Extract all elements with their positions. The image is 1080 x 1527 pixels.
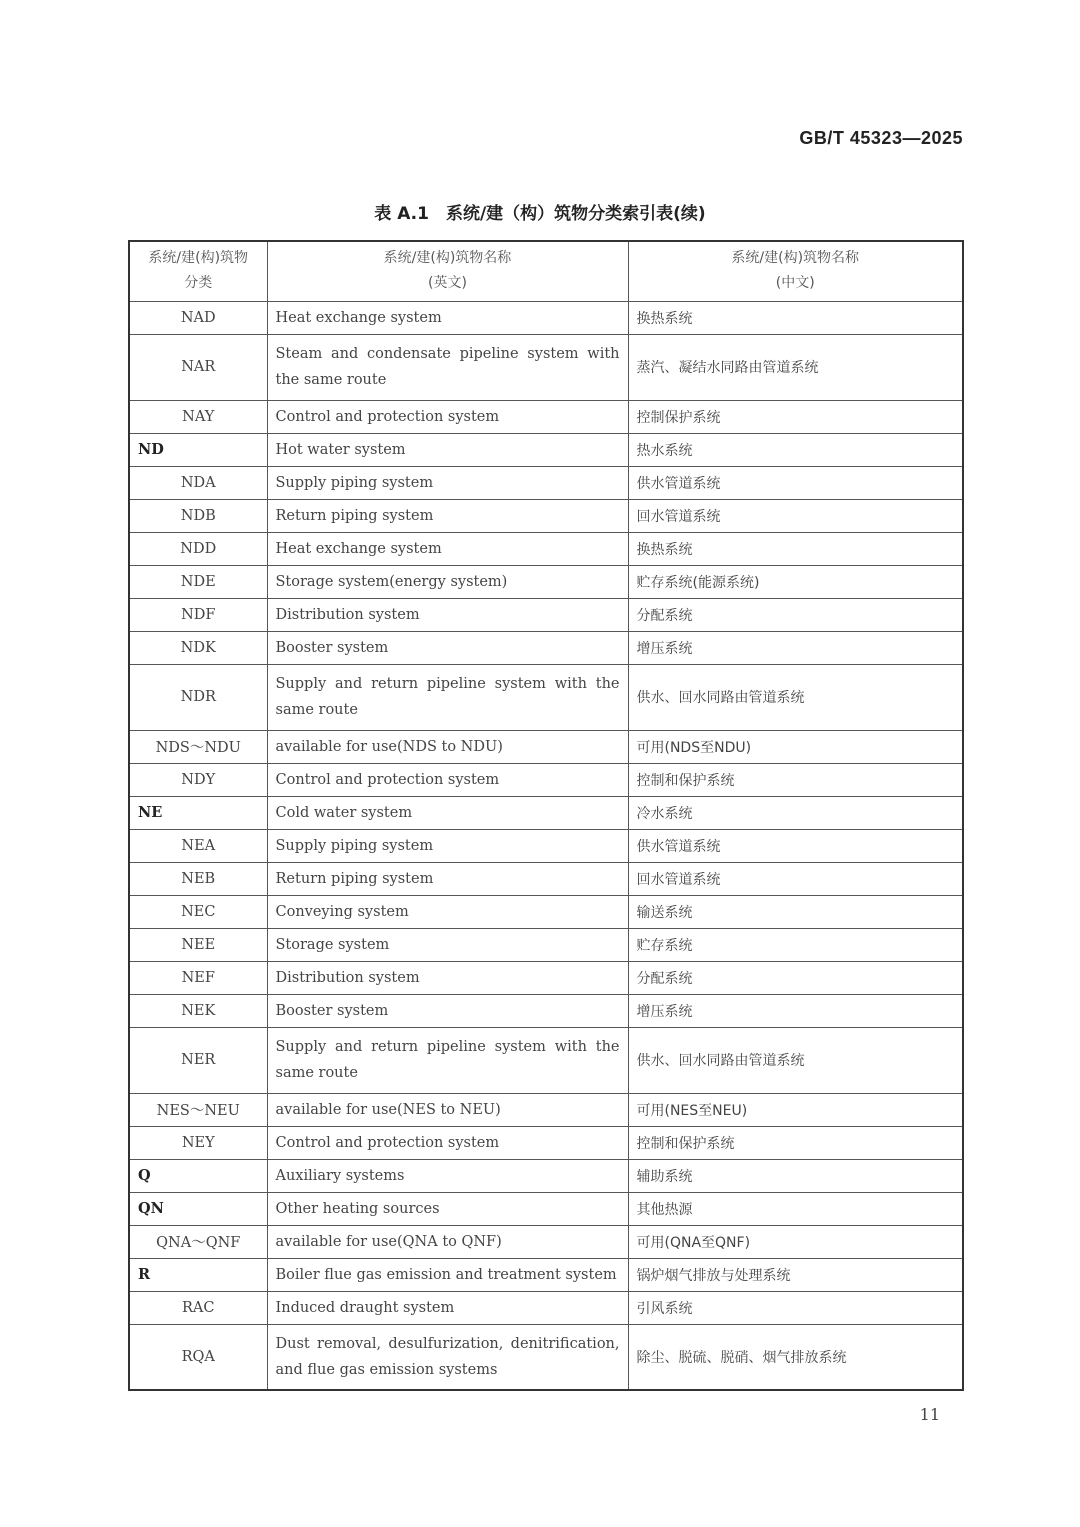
cell-code: NAD xyxy=(129,301,267,334)
cell-name-en: Supply piping system xyxy=(267,466,628,499)
cell-name-en: Heat exchange system xyxy=(267,301,628,334)
cell-name-en: Boiler flue gas emission and treatment system xyxy=(267,1258,628,1291)
cell-code: NE xyxy=(129,796,267,829)
cell-name-cn: 分配系统 xyxy=(628,598,963,631)
cell-code: NDE xyxy=(129,565,267,598)
table-row xyxy=(129,400,963,433)
table-row xyxy=(129,994,963,1027)
cell-code: NES～NEU xyxy=(129,1093,267,1126)
cell-name-en: Heat exchange system xyxy=(267,532,628,565)
cell-code: NDF xyxy=(129,598,267,631)
table-row xyxy=(129,631,963,664)
cell-code: NER xyxy=(129,1027,267,1093)
cell-name-en: Supply piping system xyxy=(267,829,628,862)
cell-name-en: Steam and condensate pipeline system with the same route xyxy=(267,334,628,400)
cell-name-cn: 增压系统 xyxy=(628,994,963,1027)
cell-code: NEK xyxy=(129,994,267,1027)
cell-name-cn: 可用(NDS至NDU) xyxy=(628,730,963,763)
cell-code: R xyxy=(129,1258,267,1291)
cell-code: NEA xyxy=(129,829,267,862)
cell-name-en: Return piping system xyxy=(267,499,628,532)
table-row xyxy=(129,334,963,400)
cell-name-cn: 分配系统 xyxy=(628,961,963,994)
table-row xyxy=(129,466,963,499)
cell-code: NEE xyxy=(129,928,267,961)
cell-name-cn: 控制和保护系统 xyxy=(628,763,963,796)
table-row xyxy=(129,1225,963,1258)
cell-code: NAR xyxy=(129,334,267,400)
table-title: 表 A.1 系统/建（构）筑物分类索引表(续) xyxy=(374,204,706,224)
cell-name-en: Auxiliary systems xyxy=(267,1159,628,1192)
cell-code: NDK xyxy=(129,631,267,664)
cell-name-cn: 锅炉烟气排放与处理系统 xyxy=(628,1258,963,1291)
cell-name-cn: 供水、回水同路由管道系统 xyxy=(628,664,963,730)
table-row xyxy=(129,1324,963,1390)
cell-name-cn: 冷水系统 xyxy=(628,796,963,829)
table-row xyxy=(129,1126,963,1159)
table-row xyxy=(129,1027,963,1093)
cell-name-en: Distribution system xyxy=(267,961,628,994)
table-row xyxy=(129,532,963,565)
cell-code: QN xyxy=(129,1192,267,1225)
cell-name-en: Cold water system xyxy=(267,796,628,829)
cell-name-cn: 供水管道系统 xyxy=(628,829,963,862)
cell-name-en: Supply and return pipeline system with the same route xyxy=(267,1027,628,1093)
cell-name-en: available for use(QNA to QNF) xyxy=(267,1225,628,1258)
cell-name-en: Booster system xyxy=(267,994,628,1027)
cell-name-en: Booster system xyxy=(267,631,628,664)
cell-code: QNA～QNF xyxy=(129,1225,267,1258)
table-row xyxy=(129,301,963,334)
cell-name-en: available for use(NDS to NDU) xyxy=(267,730,628,763)
cell-name-cn: 换热系统 xyxy=(628,532,963,565)
cell-name-en: Return piping system xyxy=(267,862,628,895)
cell-name-cn: 增压系统 xyxy=(628,631,963,664)
cell-name-cn: 蒸汽、凝结水同路由管道系统 xyxy=(628,334,963,400)
table-row xyxy=(129,1093,963,1126)
cell-name-cn: 除尘、脱硫、脱硝、烟气排放系统 xyxy=(628,1324,963,1390)
cell-name-en: Hot water system xyxy=(267,433,628,466)
cell-name-cn: 热水系统 xyxy=(628,433,963,466)
table-row xyxy=(129,1291,963,1324)
table-row xyxy=(129,1258,963,1291)
cell-name-cn: 贮存系统(能源系统) xyxy=(628,565,963,598)
table-row xyxy=(129,928,963,961)
cell-name-cn: 控制和保护系统 xyxy=(628,1126,963,1159)
cell-code: ND xyxy=(129,433,267,466)
cell-name-cn: 控制保护系统 xyxy=(628,400,963,433)
page-number: 11 xyxy=(919,1405,940,1424)
cell-name-cn: 回水管道系统 xyxy=(628,862,963,895)
cell-name-cn: 输送系统 xyxy=(628,895,963,928)
cell-code: NEY xyxy=(129,1126,267,1159)
table-row xyxy=(129,763,963,796)
cell-name-cn: 引风系统 xyxy=(628,1291,963,1324)
cell-name-en: Supply and return pipeline system with the same route xyxy=(267,664,628,730)
cell-code: NEB xyxy=(129,862,267,895)
cell-name-en: Control and protection system xyxy=(267,1126,628,1159)
table-body xyxy=(129,301,963,1390)
table-row xyxy=(129,730,963,763)
cell-code: Q xyxy=(129,1159,267,1192)
column-header-name-cn: 系统/建(构)筑物名称 (中文) xyxy=(628,241,963,301)
cell-code: RAC xyxy=(129,1291,267,1324)
standard-number: GB/T 45323—2025 xyxy=(799,128,963,148)
cell-code: RQA xyxy=(129,1324,267,1390)
cell-code: NDD xyxy=(129,532,267,565)
table-row xyxy=(129,1159,963,1192)
classification-index-table xyxy=(128,240,964,1391)
table-row xyxy=(129,598,963,631)
cell-name-en: Other heating sources xyxy=(267,1192,628,1225)
cell-name-en: Induced draught system xyxy=(267,1291,628,1324)
table-row xyxy=(129,862,963,895)
cell-name-cn: 供水、回水同路由管道系统 xyxy=(628,1027,963,1093)
cell-code: NDY xyxy=(129,763,267,796)
cell-code: NDS～NDU xyxy=(129,730,267,763)
cell-name-cn: 换热系统 xyxy=(628,301,963,334)
cell-name-cn: 可用(QNA至QNF) xyxy=(628,1225,963,1258)
cell-name-en: Storage system xyxy=(267,928,628,961)
cell-name-en: Storage system(energy system) xyxy=(267,565,628,598)
table-row xyxy=(129,433,963,466)
table-header-row xyxy=(129,241,963,301)
cell-name-cn: 贮存系统 xyxy=(628,928,963,961)
table-row xyxy=(129,895,963,928)
table-row xyxy=(129,961,963,994)
cell-name-cn: 其他热源 xyxy=(628,1192,963,1225)
cell-name-en: Conveying system xyxy=(267,895,628,928)
table-row xyxy=(129,1192,963,1225)
cell-name-cn: 可用(NES至NEU) xyxy=(628,1093,963,1126)
table-row xyxy=(129,565,963,598)
cell-name-en: Dust removal, desulfurization, denitrification, and flue gas emission systems xyxy=(267,1324,628,1390)
column-header-code: 系统/建(构)筑物分类 xyxy=(129,241,267,301)
cell-name-cn: 辅助系统 xyxy=(628,1159,963,1192)
cell-name-cn: 回水管道系统 xyxy=(628,499,963,532)
cell-code: NDR xyxy=(129,664,267,730)
cell-code: NDA xyxy=(129,466,267,499)
table-row xyxy=(129,499,963,532)
cell-code: NDB xyxy=(129,499,267,532)
cell-name-en: Control and protection system xyxy=(267,400,628,433)
column-header-name-en: 系统/建(构)筑物名称 (英文) xyxy=(267,241,628,301)
table-row xyxy=(129,829,963,862)
cell-code: NAY xyxy=(129,400,267,433)
cell-name-en: available for use(NES to NEU) xyxy=(267,1093,628,1126)
table-row xyxy=(129,796,963,829)
cell-code: NEF xyxy=(129,961,267,994)
cell-name-en: Distribution system xyxy=(267,598,628,631)
cell-code: NEC xyxy=(129,895,267,928)
cell-name-cn: 供水管道系统 xyxy=(628,466,963,499)
cell-name-en: Control and protection system xyxy=(267,763,628,796)
table-row xyxy=(129,664,963,730)
